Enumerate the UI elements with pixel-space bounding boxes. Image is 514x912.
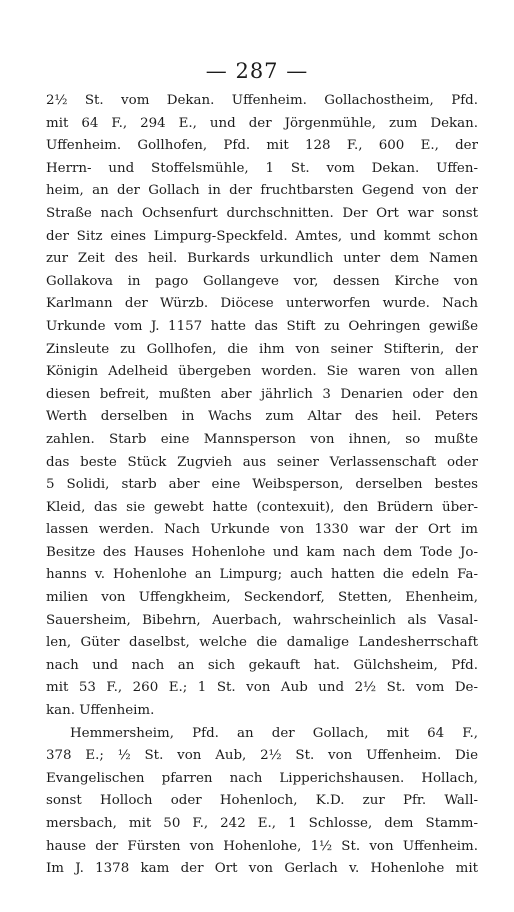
text-line: zahlen. Starb eine Mannsperson von ihnen, so mußte	[46, 431, 478, 447]
text-line: 2½ St. vom Dekan. Uffenheim. Gollachostheim, Pfd.	[46, 93, 478, 108]
text-line: Urkunde vom J. 1157 hatte das Stift zu Oehringen gewiße	[46, 318, 478, 334]
text-line: der Sitz eines Limpurg-Speckfeld. Amtes, und kommt schon	[46, 228, 478, 244]
text-line: nach und nach an sich gekauft hat. Gülchsheim, Pfd.	[46, 657, 478, 673]
text-line: zur Zeit des heil. Burkards urkundlich unter dem Namen	[46, 251, 478, 267]
text-line: hause der Fürsten von Hohenlohe, 1½ St. von Uffenheim.	[46, 838, 478, 854]
text-line: sonst Holloch oder Hohenloch, K.D. zur Pfr. Wall-	[46, 793, 478, 809]
text-line: Evangelischen pfarren nach Lipperichshausen. Hollach,	[46, 770, 478, 786]
text-line: kan. Uffenheim.	[46, 703, 155, 719]
text-line: mit 64 F., 294 E., und der Jörgenmühle, zum Dekan.	[46, 115, 478, 131]
text-line: Zinsleute zu Gollhofen, die ihm von seiner Stifterin, der	[46, 341, 478, 357]
text-line: Gollakova in pago Gollangeve vor, dessen Kirche von	[46, 273, 478, 289]
text-line: mit 53 F., 260 E.; 1 St. von Aub und 2½ St. vom De-	[46, 680, 478, 696]
text-line: len, Güter daselbst, welche die damalige Landesherrschaft	[46, 635, 478, 651]
text-line: 378 E.; ½ St. von Aub, 2½ St. von Uffenheim. Die	[46, 748, 478, 764]
text-line: hanns v. Hohenlohe an Limpurg; auch hatten die edeln Fa-	[46, 567, 478, 583]
text-line: 5 Solidi, starb aber eine Weibsperson, derselben bestes	[46, 477, 478, 493]
text-line: Königin Adelheid übergeben worden. Sie waren von allen	[46, 364, 478, 380]
text-line: Besitze des Hauses Hohenlohe und kam nach dem Tode Jo-	[46, 544, 478, 560]
text-line: Werth derselben in Wachs zum Altar des heil. Peters	[46, 409, 478, 425]
text-line: Kleid, das sie gewebt hatte (contexuit), den Brüdern über-	[46, 499, 478, 515]
text-line: mersbach, mit 50 F., 242 E., 1 Schlosse, dem Stamm-	[46, 816, 478, 831]
body-text	[46, 90, 478, 881]
text-line: lassen werden. Nach Urkunde von 1330 war der Ort im	[46, 522, 478, 538]
text-line: Uffenheim. Gollhofen, Pfd. mit 128 F., 600 E., der	[46, 138, 478, 154]
text-line: Herrn- und Stoffelsmühle, 1 St. vom Dekan. Uffen-	[46, 160, 478, 176]
text-line: Karlmann der Würzb. Diöcese unterworfen wurde. Nach	[46, 296, 478, 312]
text-line: Hemmersheim, Pfd. an der Gollach, mit 64 F.,	[70, 725, 478, 741]
text-line: Sauersheim, Bibehrn, Auerbach, wahrscheinlich als Vasal-	[46, 612, 478, 628]
text-line: diesen befreit, mußten aber jährlich 3 Denarien oder den	[46, 386, 478, 402]
text-line: das beste Stück Zugvieh aus seiner Verlassenschaft oder	[46, 454, 478, 470]
page-number: — 287 —	[205, 59, 309, 83]
text-line: Im J. 1378 kam der Ort von Gerlach v. Hohenlohe mit	[46, 861, 478, 877]
text-line: milien von Uffengkheim, Seckendorf, Stetten, Ehenheim,	[46, 590, 478, 606]
text-line: heim, an der Gollach in der fruchtbarsten Gegend von der	[46, 183, 478, 199]
text-line: Straße nach Ochsenfurt durchschnitten. Der Ort war sonst	[46, 205, 478, 221]
